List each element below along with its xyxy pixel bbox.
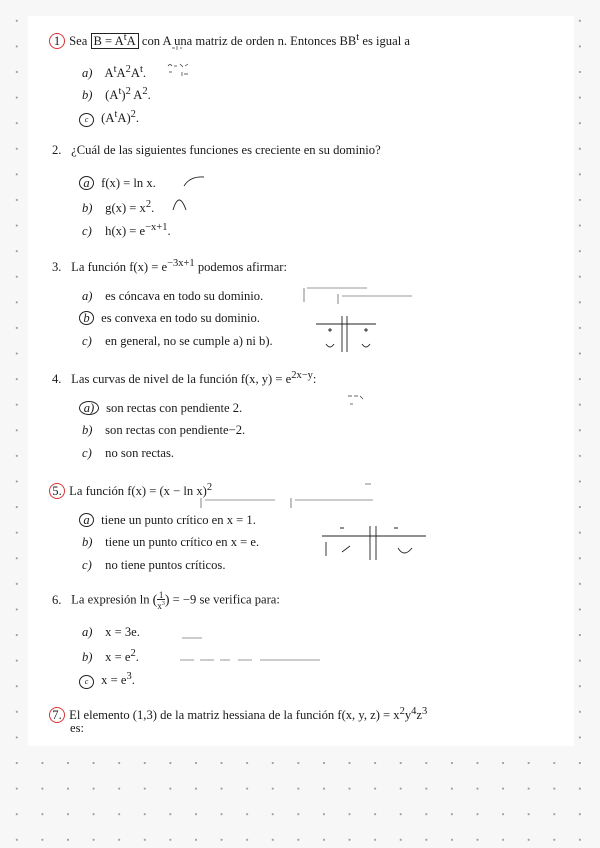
- question-5-text: La función f(x) = (x − ln x): [69, 484, 207, 499]
- question-7-text-cont: es:: [70, 721, 84, 735]
- question-6-option-c[interactable]: c $x = e^3$.: [82, 669, 135, 689]
- question-3-text: La función f(x) = e: [71, 260, 168, 275]
- question-4-option-a[interactable]: a) son rectas con pendiente 2.: [82, 400, 242, 416]
- question-5-option-b[interactable]: b) tiene un punto crítico en x = e.: [82, 535, 260, 549]
- question-2-option-a[interactable]: a f(x) = ln x.: [82, 175, 156, 191]
- question-7: 7. El elemento (1,3) de la matriz hessiana de la función f(x, y, $z) = x^2y^4z^3$: [52, 703, 532, 724]
- question-3-option-b[interactable]: b es convexa en todo su dominio.: [82, 310, 260, 326]
- question-3: 3. La función $f(x) = e^{-3x+1}$ podemos afirmar:: [52, 258, 288, 275]
- question-5: 5. La función $f(x) = (x - \ln x)^2$: [52, 479, 532, 500]
- question-6: 6. La expresión ln ( $\frac{1}{x^3}$ ) = −9 se verifica para:: [52, 590, 280, 611]
- question-3-option-c[interactable]: c) en general, no se cumple a) ni b).: [82, 334, 273, 348]
- question-2-text: ¿Cuál de las siguientes funciones es creciente en su dominio?: [71, 143, 381, 157]
- selected-option-ring: c: [79, 113, 94, 127]
- handwritten-notes-q6: [176, 632, 326, 666]
- question-7-text: El elemento (1,3) de la matriz hessiana de la función f(x, y, z) = x: [69, 708, 400, 723]
- question-1-number: 1: [49, 33, 65, 49]
- question-4-option-b[interactable]: b) son rectas con pendiente−2.: [82, 423, 246, 437]
- handwritten-notes-q1: [160, 40, 200, 90]
- question-1-text: con A una matriz de orden n. Entonces BB: [141, 34, 357, 49]
- question-1-boxed-def: $B = A^tA$: [91, 33, 139, 49]
- question-1-option-c[interactable]: c $(A^tA)^2$.: [82, 107, 139, 127]
- question-1-option-b[interactable]: b) $(A^t)^2$ $A^2$.: [82, 86, 151, 103]
- increasing-curve-sketch: [182, 174, 208, 188]
- question-1-intro: Sea: [69, 34, 88, 49]
- question-3-option-a[interactable]: a) es cóncava en todo su dominio.: [82, 289, 264, 303]
- derivative-scribble-q3: [300, 282, 425, 306]
- question-2-option-b[interactable]: b) $g(x) = x^2$.: [82, 199, 155, 216]
- question-2: 2. ¿Cuál de las siguientes funciones es creciente en su dominio?: [52, 143, 381, 157]
- question-1-option-a[interactable]: a) $A^tA^2A^t$.: [82, 64, 147, 81]
- selected-option-ring: a: [79, 513, 94, 527]
- question-5-option-c[interactable]: c) no tiene puntos críticos.: [82, 558, 226, 572]
- derivative-scribble-q5: [195, 478, 385, 512]
- sign-table-q5: [322, 522, 428, 562]
- question-7-number: 7.: [49, 707, 65, 723]
- question-6-option-b[interactable]: b) $x = e^2$.: [82, 648, 139, 665]
- question-5-number: 5.: [49, 483, 65, 499]
- question-4-option-c[interactable]: c) no son rectas.: [82, 446, 175, 460]
- question-6-option-a[interactable]: a) x = 3e.: [82, 625, 140, 639]
- question-2-option-c[interactable]: c) $h(x) = e^{-x+1}$.: [82, 222, 171, 239]
- selected-option-ring: c: [79, 675, 94, 689]
- question-5-option-a[interactable]: a tiene un punto crítico en x = 1.: [82, 512, 256, 528]
- question-1: 1 Sea $B = A^tA$ con A una matriz de orden n. Entonces $BB^t$ es igual a: [52, 29, 532, 50]
- handwritten-notes-q4: [340, 374, 370, 414]
- fraction-one-over-x-cubed: ( $\frac{1}{x^3}$ ): [152, 590, 170, 611]
- question-6-text: La expresión ln: [71, 592, 150, 607]
- parabola-sketch: [170, 196, 190, 212]
- selected-option-ring: b: [79, 311, 94, 325]
- question-4: 4. Las curvas de nivel de la función f(x, $y) = e^{2x-y}$:: [52, 370, 317, 387]
- sign-table-q3: [316, 314, 378, 354]
- selected-option-ring: a: [79, 176, 94, 190]
- question-1-text-end: es igual a: [362, 34, 410, 49]
- question-4-text: Las curvas de nivel de la función f(x, y) = e: [71, 372, 292, 387]
- selected-option-ring: a): [79, 401, 99, 415]
